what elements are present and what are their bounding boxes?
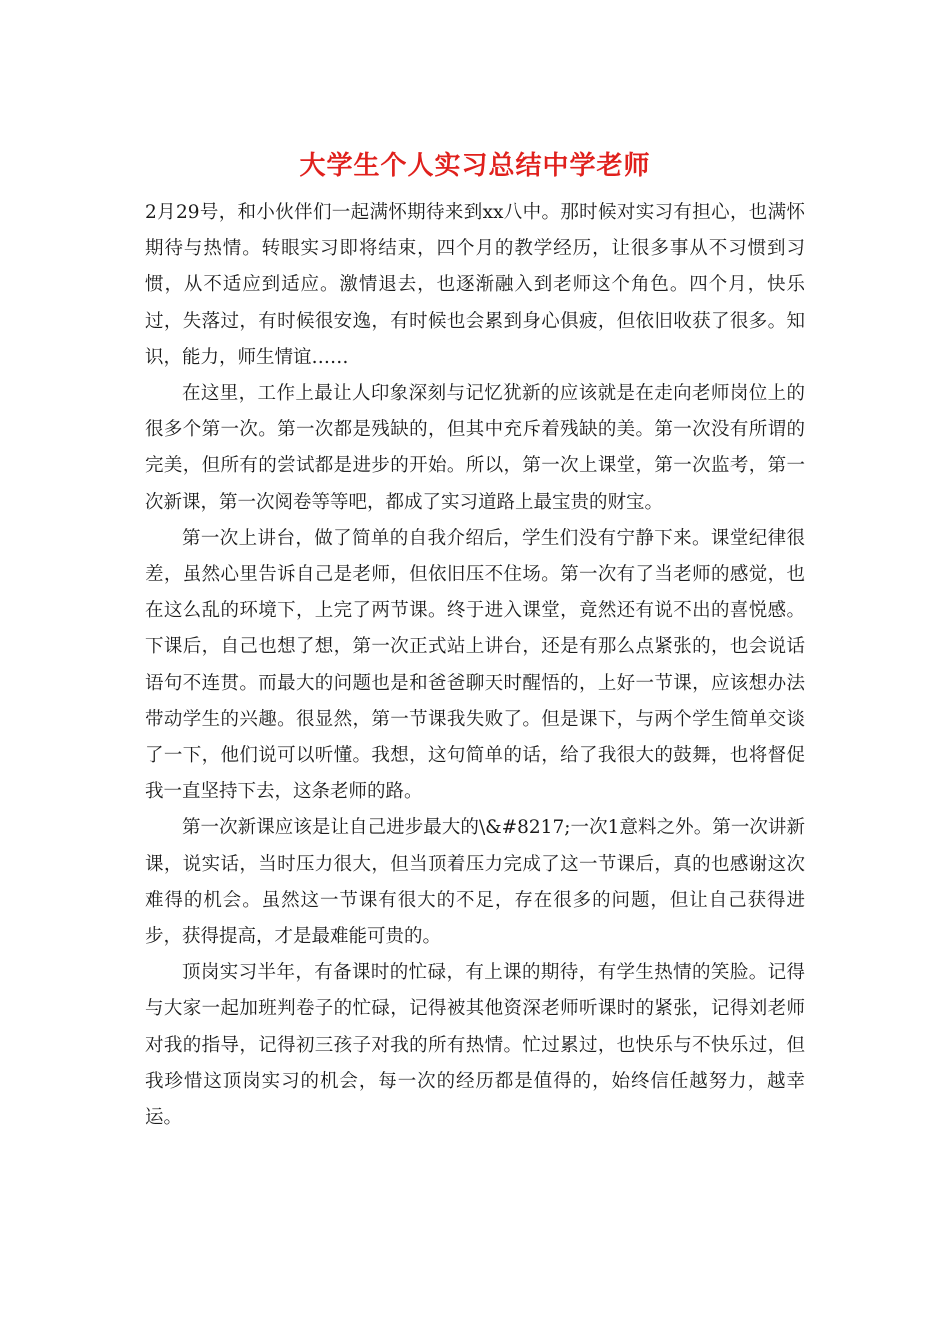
document-body [145, 195, 805, 1136]
paragraph-3: 第一次上讲台，做了简单的自我介绍后，学生们没有宁静下来。课堂纪律很差，虽然心里告诉自己是老师，但依旧压不住场。第一次有了当老师的感觉，也在这么乱的环境下，上完了两节课。终于进入课堂，竟然还有说不出的喜悦感。下课后，自己也想了想，第一次正式站上讲台，还是有那么点紧张的，也会说话语句不连贯。而最大的问题也是和爸爸聊天时醒悟的，上好一节课，应该想办法带动学生的兴趣。很显然，第一节课我失败了。但是课下，与两个学生简单交谈了一下，他们说可以听懂。我想，这句简单的话，给了我很大的鼓舞，也将督促我一直坚持下去，这条老师的路。 [145, 527, 805, 803]
paragraph-1: 2月29号，和小伙伴们一起满怀期待来到xx八中。那时候对实习有担心，也满怀期待与热情。转眼实习即将结束，四个月的教学经历，让很多事从不习惯到习惯，从不适应到适应。激情退去，也逐渐融入到老师这个角色。四个月，快乐过，失落过，有时候很安逸，有时候也会累到身心俱疲，但依旧收获了很多。知识，能力，师生情谊…… [145, 202, 805, 368]
paragraph-2: 在这里，工作上最让人印象深刻与记忆犹新的应该就是在走向老师岗位上的很多个第一次。第一次都是残缺的，但其中充斥着残缺的美。第一次没有所谓的完美，但所有的尝试都是进步的开始。所以，第一次上课堂，第一次监考，第一次新课，第一次阅卷等等吧，都成了实习道路上最宝贵的财宝。 [145, 383, 805, 513]
paragraph-4: 第一次新课应该是让自己进步最大的\&#8217;一次1意料之外。第一次讲新课，说实话，当时压力很大，但当顶着压力完成了这一节课后，真的也感谢这次难得的机会。虽然这一节课有很大的不足，存在很多的问题，但让自己获得进步，获得提高，才是最难能可贵的。 [145, 817, 805, 948]
paragraph-5: 顶岗实习半年，有备课时的忙碌，有上课的期待，有学生热情的笑脸。记得与大家一起加班判卷子的忙碌，记得被其他资深老师听课时的紧张，记得刘老师对我的指导，记得初三孩子对我的所有热情。忙过累过，也快乐与不快乐过，但我珍惜这顶岗实习的机会，每一次的经历都是值得的，始终信任越努力，越幸运。 [145, 962, 805, 1129]
document-title: 大学生个人实习总结中学老师 [299, 151, 651, 181]
